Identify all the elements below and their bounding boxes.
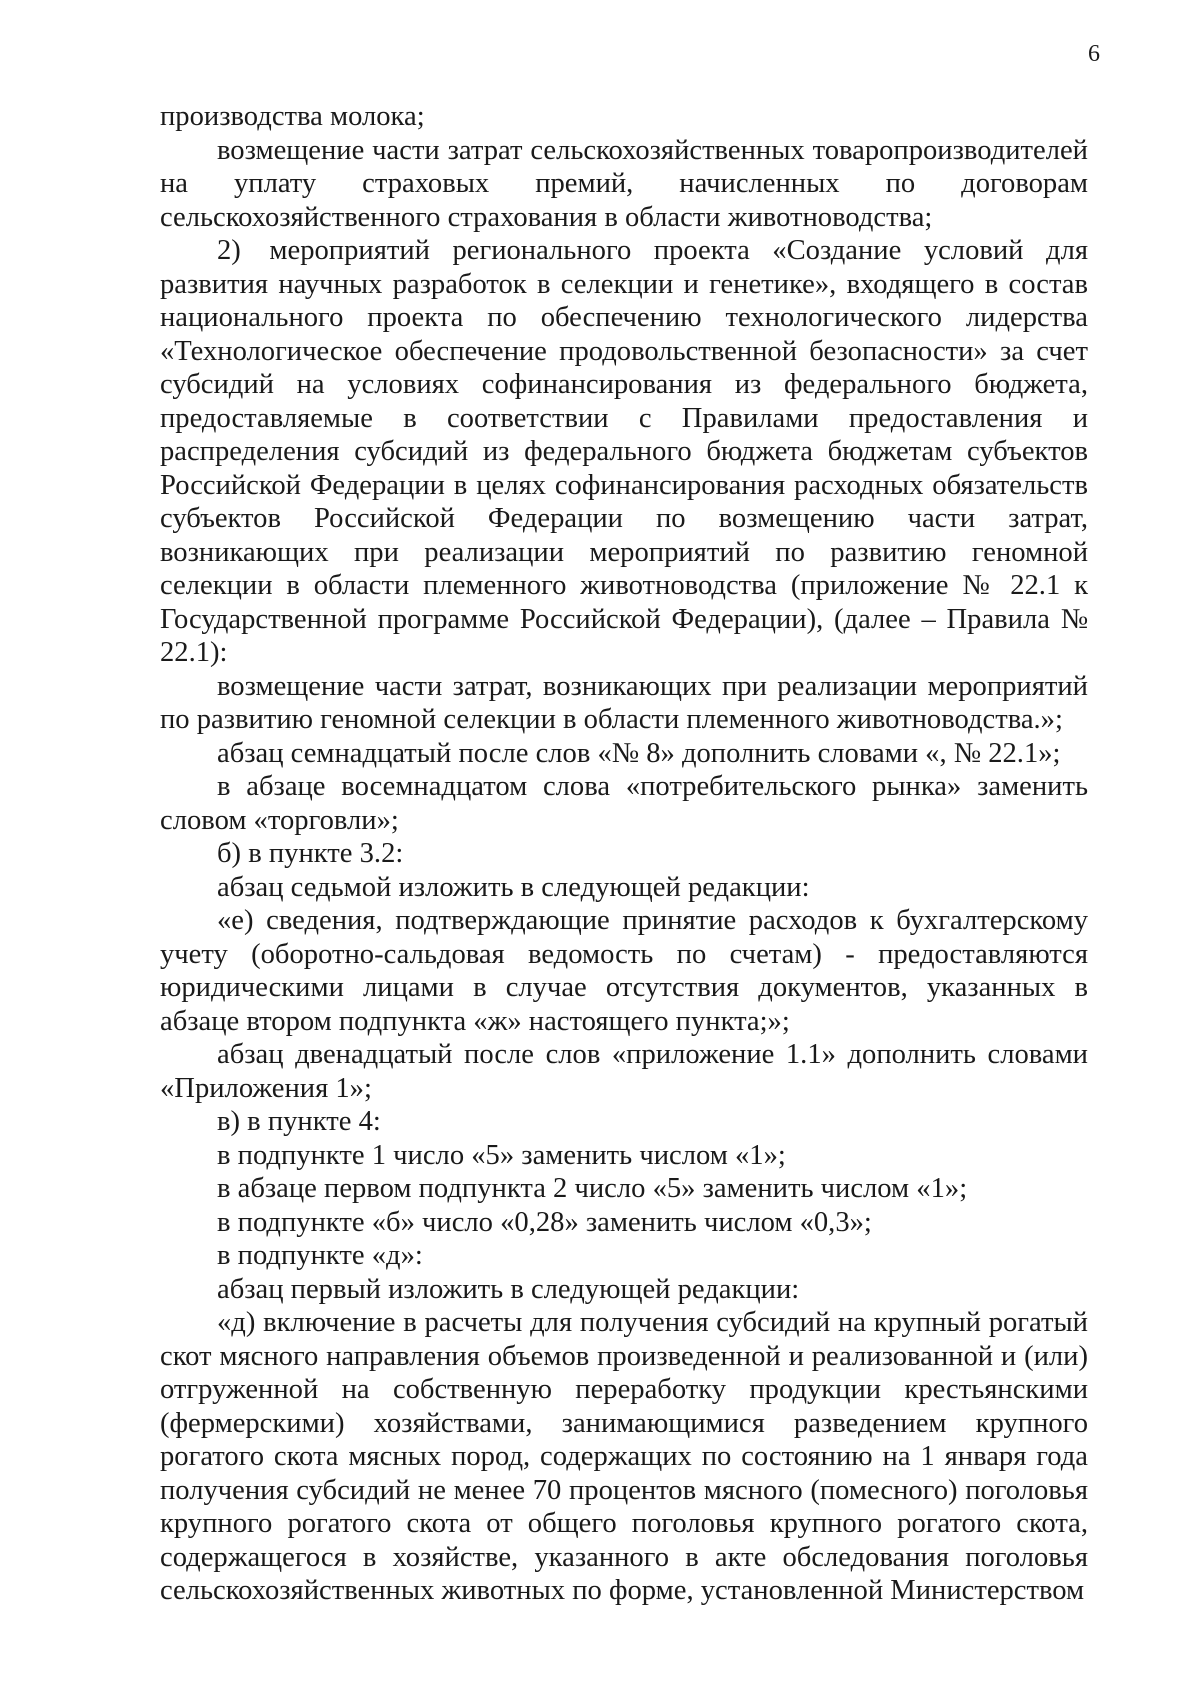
paragraph-16: абзац первый изложить в следующей редакции: (217, 1273, 800, 1305)
paragraph-5: абзац семнадцатый после слов «№ 8» дополнить словами «, № 22.1»; (217, 737, 1061, 769)
page-number: 6 (1088, 41, 1100, 67)
paragraph-13: в абзаце первом подпункта 2 число «5» заменить числом «1»; (217, 1173, 968, 1204)
paragraph-11: в) в пункте 4: (217, 1106, 381, 1137)
paragraph-4: возмещение части затрат, возникающих при реализации мероприятий по развитию геномной селекции в области племенного животноводства.»; (160, 670, 1088, 735)
paragraph-10: абзац двенадцатый после слов «приложение 1.1» дополнить словами «Приложения 1»; (160, 1039, 1088, 1104)
paragraph-8: абзац седьмой изложить в следующей редакции: (217, 871, 810, 903)
paragraph-17: «д) включение в расчеты для получения субсидий на крупный рогатый скот мясного направления объемов произведенной и реализованной и (или) отгруженной на собственную переработку продукции крестьянскими (фермерскими) хозяйствами, занимающимися разведением крупного рогатого скота мясных пород, содержащих по состоянию на 1 января года получения субсидий не менее 70 процентов мясного (помесного) поголовья крупного рогатого скота от общего поголовья крупного рогатого скота, содержащегося в хозяйстве, указанного в акте обследования поголовья сельскохозяйственных животных по форме, установленной Министерством (160, 1307, 1088, 1606)
paragraph-2: возмещение части затрат сельскохозяйственных товаропроизводителей на уплату страховых премий, начисленных по договорам сельскохозяйственного страхования в области животноводства; (160, 134, 1088, 233)
paragraph-14: в подпункте «б» число «0,28» заменить числом «0,3»; (217, 1206, 872, 1238)
paragraph-15: в подпункте «д»: (217, 1240, 423, 1271)
paragraph-1: производства молока; (160, 101, 425, 132)
paragraph-9: «е) сведения, подтверждающие принятие расходов к бухгалтерскому учету (оборотно-сальдовая ведомость по счетам) - предоставляются юридическими лицами в случае отсутствия документов, указанных в абзаце втором подпункта «ж» настоящего пункта;»; (160, 905, 1088, 1037)
document-body (160, 100, 1088, 1608)
paragraph-12: в подпункте 1 число «5» заменить числом «1»; (217, 1139, 786, 1171)
paragraph-7: б) в пункте 3.2: (217, 838, 404, 869)
paragraph-6: в абзаце восемнадцатом слова «потребительского рынка» заменить словом «торговли»; (160, 771, 1088, 836)
paragraph-3: 2) мероприятий регионального проекта «Создание условий для развития научных разработок в селекции и генетике», входящего в состав национального проекта по обеспечению технологического лидерства «Технологическое обеспечение продовольственной безопасности» за счет субсидий на условиях софинансирования из федерального бюджета, предоставляемые в соответствии с Правилами предоставления и распределения субсидий из федерального бюджета бюджетам субъектов Российской Федерации в целях софинансирования расходных обязательств субъектов Российской Федерации по возмещению части затрат, возникающих при реализации мероприятий по развитию геномной селекции в области племенного животноводства (приложение № 22.1 к Государственной программе Российской Федерации), (далее – Правила № 22.1): (160, 235, 1088, 668)
